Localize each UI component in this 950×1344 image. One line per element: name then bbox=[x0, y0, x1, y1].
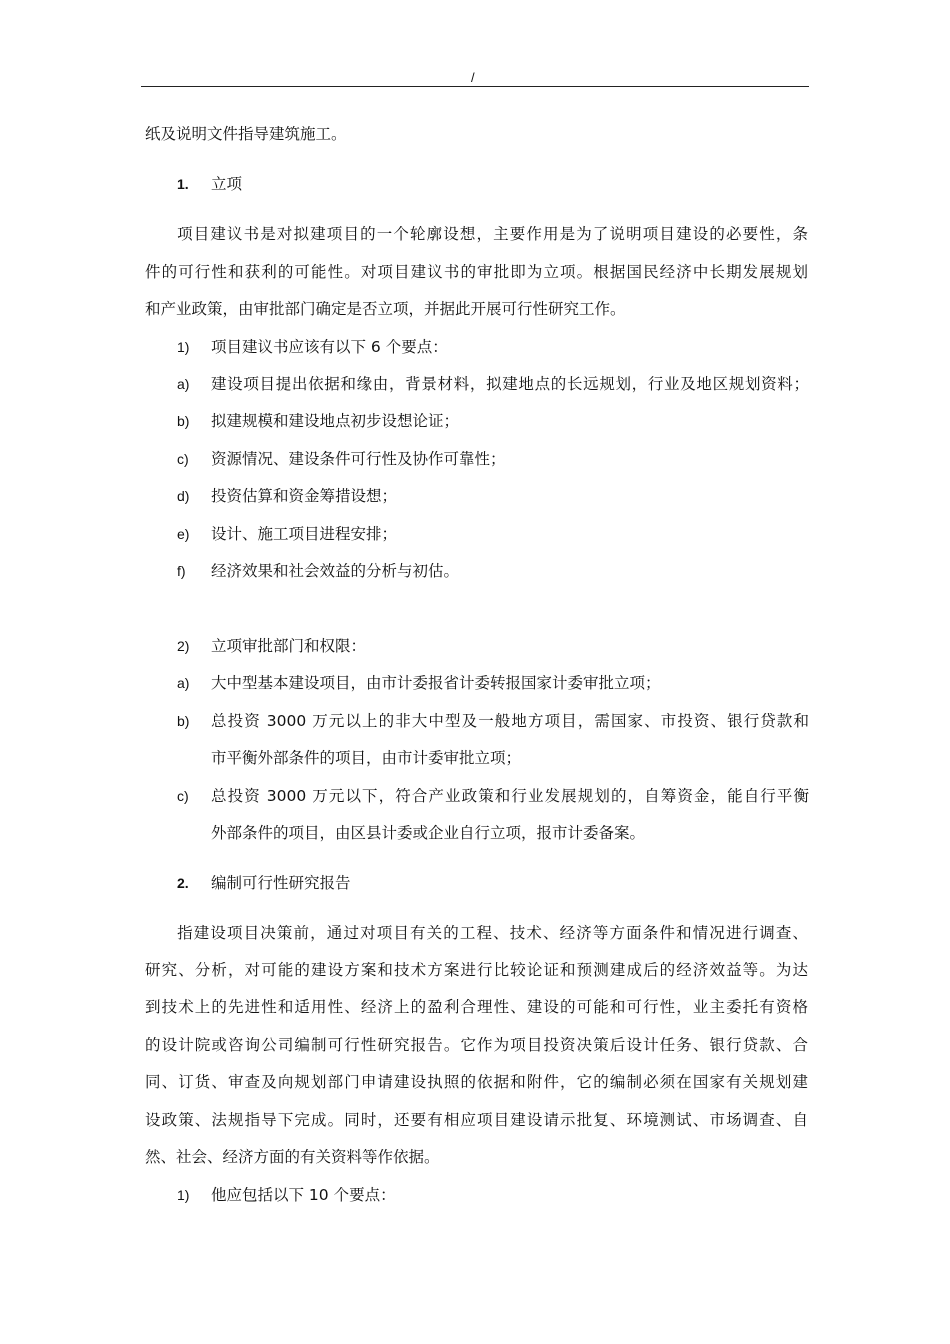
list-item: 总投资 3000 万元以下，符合产业政策和行业发展规划的，自筹资金，能自行平衡 bbox=[211, 787, 809, 805]
paragraph-line: 指建设项目决策前，通过对项目有关的工程、技术、经济等方面条件和情况进行调查、 bbox=[176, 924, 808, 942]
section-number: 2. bbox=[177, 875, 189, 891]
list-item: 经济效果和社会效益的分析与初估。 bbox=[211, 562, 460, 580]
header-rule bbox=[141, 86, 809, 87]
paragraph-line: 研究、分析，对可能的建设方案和技术方案进行比较论证和预测建成后的经济效益等。为达 bbox=[145, 961, 808, 979]
paragraph-line: 和产业政策，由审批部门确定是否立项，并据此开展可行性研究工作。 bbox=[145, 300, 626, 318]
list-marker: b) bbox=[177, 413, 190, 429]
list-heading: 立项审批部门和权限： bbox=[211, 637, 367, 655]
list-marker: c) bbox=[177, 788, 189, 804]
list-item: 投资估算和资金筹措设想； bbox=[211, 487, 398, 505]
list-marker: e) bbox=[177, 526, 190, 542]
section-title: 立项 bbox=[211, 175, 243, 193]
list-heading: 他应包括以下 10 个要点： bbox=[211, 1186, 396, 1204]
section-number: 1. bbox=[177, 176, 189, 192]
paragraph-line: 到技术上的先进性和适用性、经济上的盈利合理性、建设的可能和可行性，业主委托有资格 bbox=[145, 998, 808, 1016]
list-item: 资源情况、建设条件可行性及协作可靠性； bbox=[211, 450, 506, 468]
header-mark: / bbox=[471, 70, 475, 85]
intro-line: 纸及说明文件指导建筑施工。 bbox=[145, 125, 347, 143]
list-marker: a) bbox=[177, 376, 190, 392]
list-item-continuation: 外部条件的项目，由区县计委或企业自行立项，报市计委备案。 bbox=[211, 824, 646, 842]
list-marker: 1) bbox=[177, 339, 190, 355]
paragraph-line: 件的可行性和获利的可能性。对项目建议书的审批即为立项。根据国民经济中长期发展规划 bbox=[145, 263, 808, 281]
list-heading: 项目建议书应该有以下 6 个要点： bbox=[211, 338, 448, 356]
list-item: 大中型基本建设项目，由市计委报省计委转报国家计委审批立项； bbox=[211, 674, 661, 692]
list-marker: d) bbox=[177, 488, 190, 504]
list-marker: 1) bbox=[177, 1187, 190, 1203]
paragraph-line: 然、社会、经济方面的有关资料等作依据。 bbox=[145, 1148, 440, 1166]
list-marker: c) bbox=[177, 451, 189, 467]
list-marker: b) bbox=[177, 713, 190, 729]
list-item: 建设项目提出依据和缘由，背景材料，拟建地点的长远规划，行业及地区规划资料； bbox=[211, 375, 809, 393]
list-marker: a) bbox=[177, 675, 190, 691]
paragraph-line: 设政策、法规指导下完成。同时，还要有相应项目建设请示批复、环境测试、市场调查、自 bbox=[145, 1111, 808, 1129]
list-item: 总投资 3000 万元以上的非大中型及一般地方项目，需国家、市投资、银行贷款和 bbox=[211, 712, 809, 730]
paragraph-line: 同、订货、审查及向规划部门申请建设执照的依据和附件，它的编制必须在国家有关规划建 bbox=[145, 1073, 808, 1091]
list-marker: 2) bbox=[177, 638, 190, 654]
list-marker: f) bbox=[177, 563, 186, 579]
list-item: 拟建规模和建设地点初步设想论证； bbox=[211, 412, 460, 430]
paragraph-line: 的设计院或咨询公司编制可行性研究报告。它作为项目投资决策后设计任务、银行贷款、合 bbox=[145, 1036, 808, 1054]
section-title: 编制可行性研究报告 bbox=[211, 874, 351, 892]
list-item-continuation: 市平衡外部条件的项目，由市计委审批立项； bbox=[211, 749, 522, 767]
list-item: 设计、施工项目进程安排； bbox=[211, 525, 398, 543]
paragraph-line: 项目建议书是对拟建项目的一个轮廓设想，主要作用是为了说明项目建设的必要性，条 bbox=[176, 225, 808, 243]
